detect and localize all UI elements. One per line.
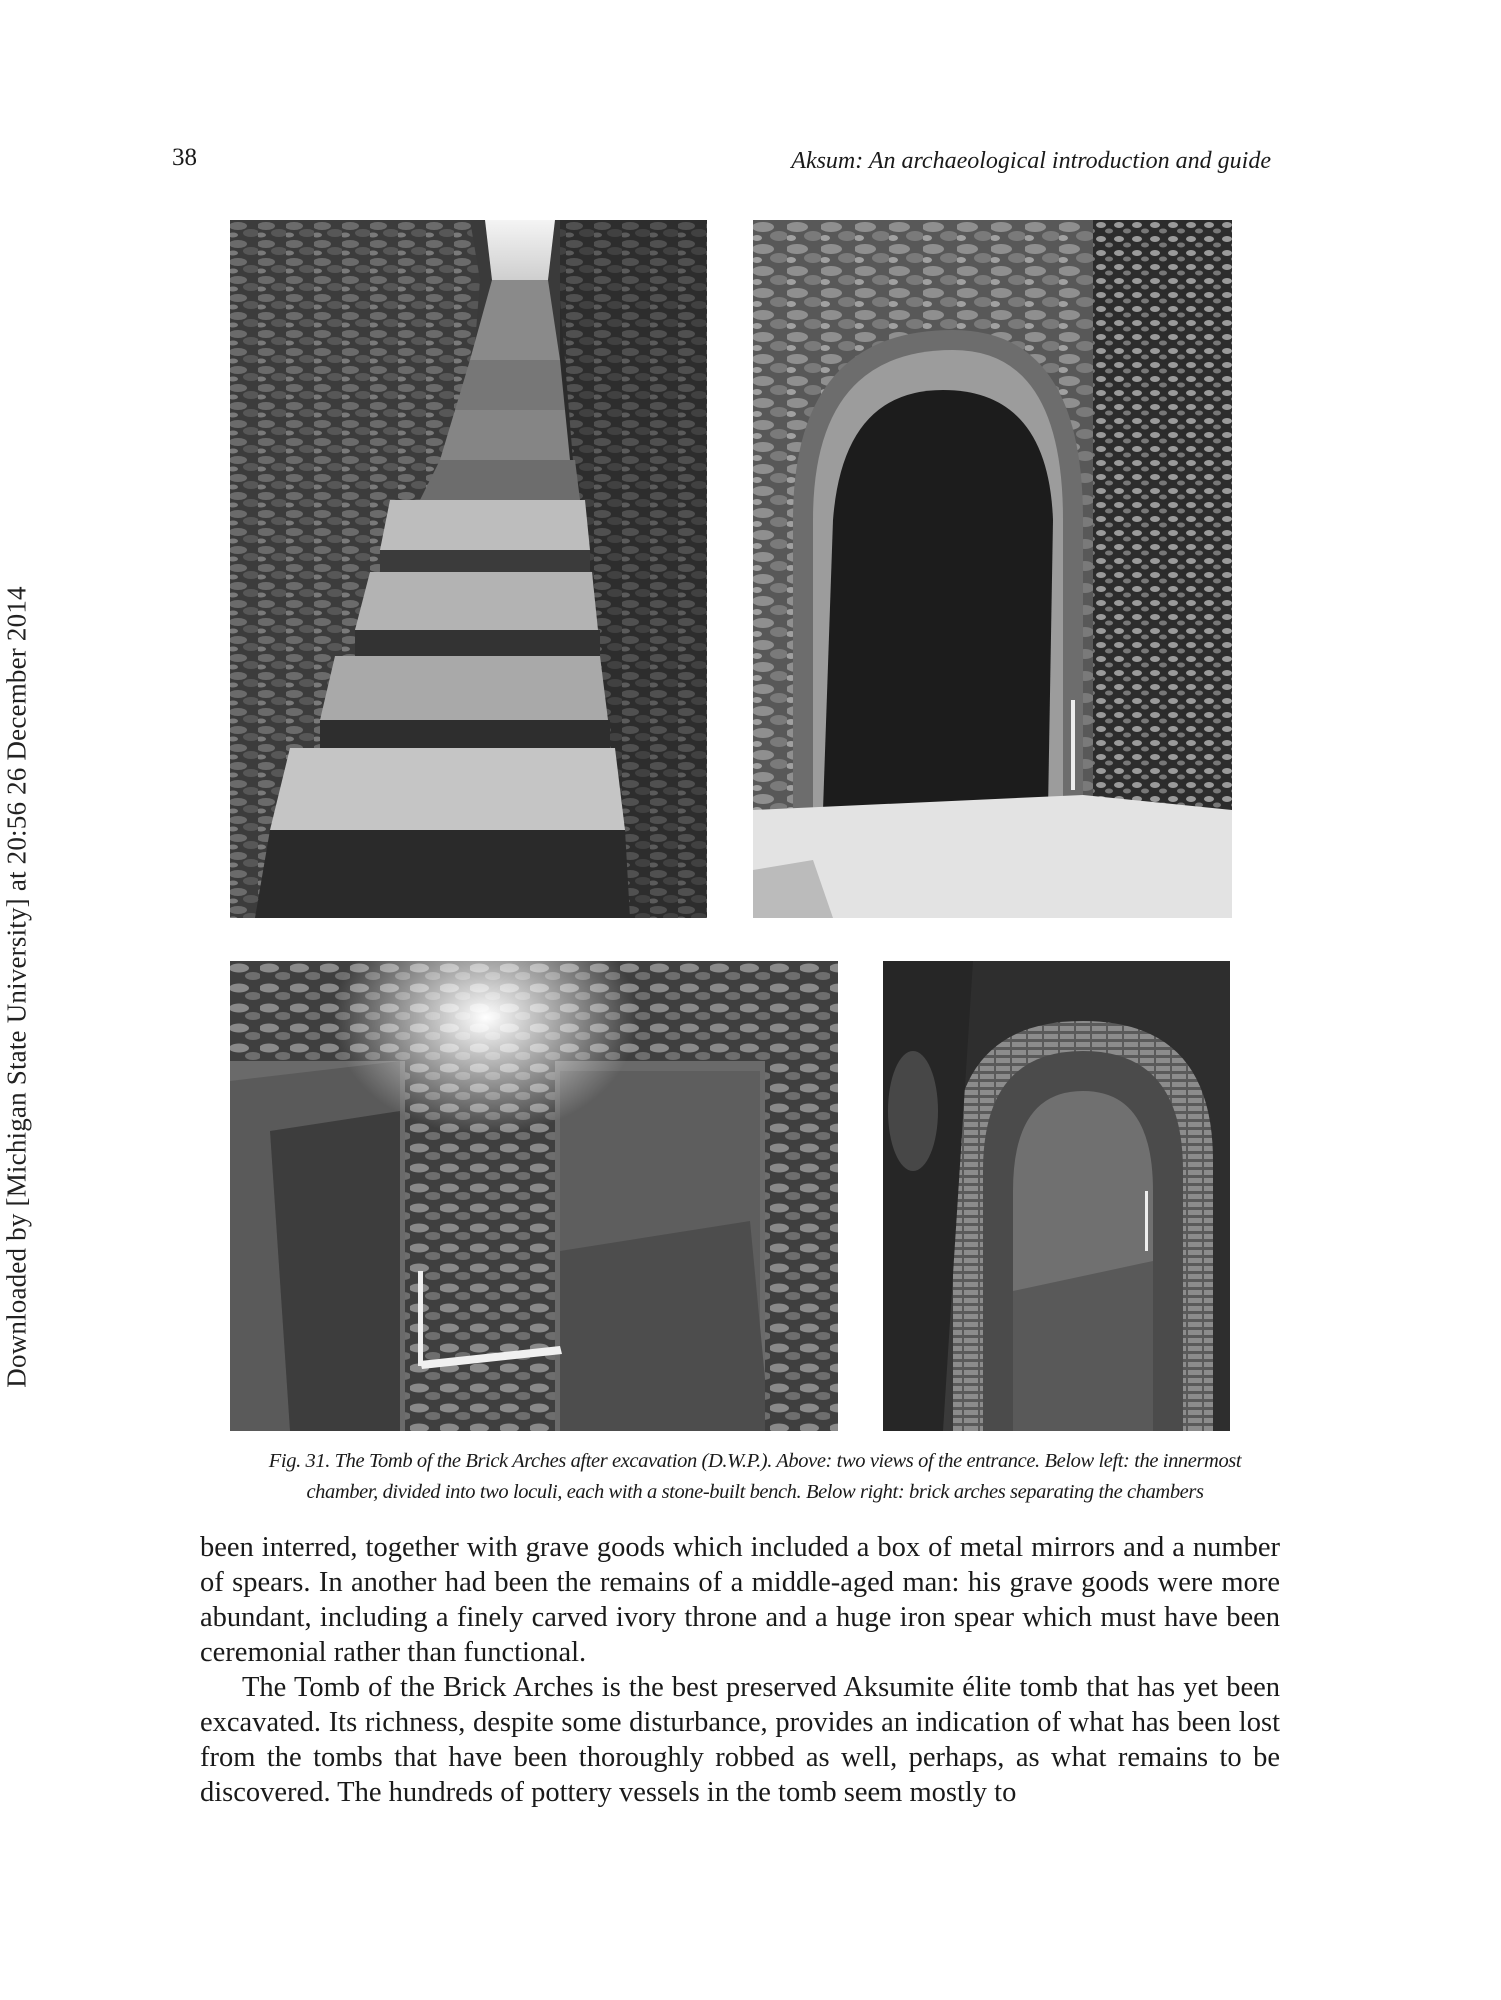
figure-caption-line-2: chamber, divided into two loculi, each with a stone-built bench. Below right: brick arches separating the chambers	[306, 1481, 1204, 1503]
figure-caption	[180, 1446, 1330, 1508]
body-text	[200, 1530, 1280, 1810]
paragraph-1: been interred, together with grave goods which included a box of metal mirrors and a number of spears. In another had been the remains of a middle-aged man: his grave goods were more abundant, including a finely carved ivory throne and a huge iron spear which must have been ceremonial rather than functional.	[200, 1532, 1280, 1668]
running-head: Aksum: An archaeological introduction and guide	[791, 148, 1271, 174]
paragraph-2: The Tomb of the Brick Arches is the best preserved Aksumite élite tomb that has yet been excavated. Its richness, despite some disturbance, provides an indication of what has been lost from the tombs that have been thoroughly robbed as well, perhaps, as what remains to be discovered. The hundreds of pottery vessels in the tomb seem mostly to	[200, 1672, 1280, 1808]
page-number: 38	[172, 144, 197, 171]
photo-entrance-arch	[753, 220, 1232, 918]
photo-innermost-chamber	[230, 961, 838, 1431]
download-stamp-text: Downloaded by [Michigan State University] at 20:56 26 December 2014	[1, 586, 32, 1388]
figure-caption-line-1: Fig. 31. The Tomb of the Brick Arches after excavation (D.W.P.). Above: two views of the entrance. Below left: the innermost	[268, 1450, 1242, 1472]
download-stamp	[0, 0, 38, 2000]
photo-entrance-stairs	[230, 220, 707, 918]
photo-brick-arches	[883, 961, 1230, 1431]
